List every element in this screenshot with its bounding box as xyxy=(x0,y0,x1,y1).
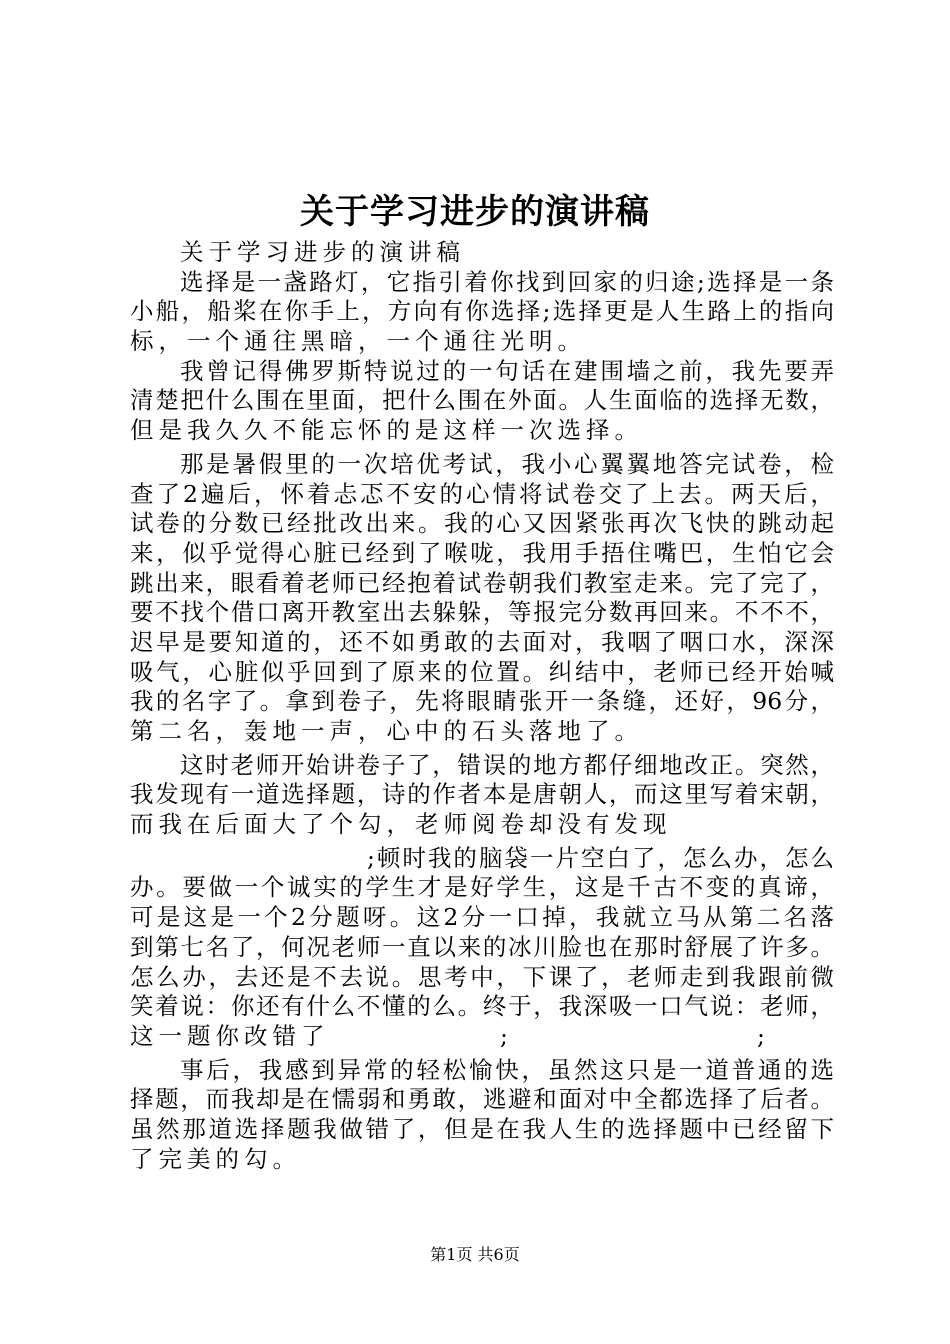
text-line xyxy=(130,598,834,628)
text-line xyxy=(130,509,834,539)
text-line xyxy=(130,357,834,387)
line-text: 虽然那道选择题我做错了，但是在我人生的选择题中已经留下 xyxy=(130,1114,834,1143)
text-line xyxy=(130,450,834,480)
line-text: 到第七名了，何况老师一直以来的冰川脸也在那时舒展了许多。 xyxy=(130,932,834,961)
line-text: 我发现有一道选择题，诗的作者本是唐朝人，而这里写着宋朝， xyxy=(130,780,834,809)
line-text: 了完美的勾。 xyxy=(130,1144,301,1173)
text-line xyxy=(130,238,834,268)
page-footer: 第1页 共6页 xyxy=(430,1245,520,1264)
text-line xyxy=(130,1115,834,1145)
line-text: 这时老师开始讲卷子了，错误的地方都仔细地改正。突然， xyxy=(180,750,834,779)
text-line xyxy=(130,628,834,658)
text-line xyxy=(130,1022,834,1052)
text-line xyxy=(130,844,834,874)
text-line xyxy=(130,780,834,810)
line-text: 标，一个通往黑暗，一个通往光明。 xyxy=(130,327,586,356)
text-line xyxy=(130,297,834,327)
line-text: 我曾记得佛罗斯特说过的一句话在建围墙之前，我先要弄 xyxy=(180,356,834,385)
line-text: 怎么办，去还是不去说。思考中，下课了，老师走到我跟前微 xyxy=(130,962,834,991)
text-line xyxy=(130,1145,834,1175)
text-line xyxy=(130,658,834,688)
line-text: 我的名字了。拿到卷子，先将眼睛张开一条缝，还好，96分， xyxy=(130,687,834,716)
line-text: 小船，船桨在你手上，方向有你选择;选择更是人生路上的指向 xyxy=(130,297,834,326)
line-text: ;顿时我的脑袋一片空白了，怎么办，怎么 xyxy=(367,843,834,872)
line-text: 而我在后面大了个勾，老师阅卷却没有发现 xyxy=(130,810,672,839)
line-text: 迟早是要知道的，还不如勇敢的去面对，我咽了咽口水，深深 xyxy=(130,627,834,656)
line-text: 那是暑假里的一次培优考试，我小心翼翼地答完试卷，检 xyxy=(180,449,834,478)
line-text: 但是我久久不能忘怀的是这样一次选择。 xyxy=(130,416,643,445)
line-text: 笑着说：你还有什么不懂的么。终于，我深吸一口气说：老师， xyxy=(130,992,834,1021)
line-text: 择题，而我却是在懦弱和勇敢，逃避和面对中全都选择了后者。 xyxy=(130,1085,834,1114)
text-line xyxy=(130,873,834,903)
document-body xyxy=(130,238,834,1174)
line-text: 关于学习进步的演讲稿 xyxy=(180,238,465,266)
text-line xyxy=(130,416,834,446)
line-text: 事后，我感到异常的轻松愉快，虽然这只是一道普通的选 xyxy=(180,1055,834,1084)
text-line xyxy=(130,903,834,933)
line-text: 清楚把什么围在里面，把什么围在外面。人生面临的选择无数， xyxy=(130,386,834,415)
text-line xyxy=(130,327,834,357)
line-text: 可是这是一个2分题呀。这2分一口掉，我就立马从第二名落 xyxy=(130,903,834,932)
semicolon-mark: ; xyxy=(757,1021,770,1050)
text-line xyxy=(130,1085,834,1115)
text-line xyxy=(130,810,834,840)
text-line xyxy=(130,992,834,1022)
line-text: 来，似乎觉得心脏已经到了喉咙，我用手捂住嘴巴，生怕它会 xyxy=(130,538,834,567)
line-text: 这一题你改错了 xyxy=(130,1021,330,1050)
text-line xyxy=(130,717,834,747)
line-text: 跳出来，眼看着老师已经抱着试卷朝我们教室走来。完了完了， xyxy=(130,568,834,597)
line-text: 试卷的分数已经批改出来。我的心又因紧张再次飞快的跳动起 xyxy=(130,509,834,538)
line-text: 要不找个借口离开教室出去躲躲，等报完分数再回来。不不不， xyxy=(130,598,834,627)
text-line xyxy=(130,1056,834,1086)
text-line xyxy=(130,386,834,416)
text-line xyxy=(130,687,834,717)
text-line xyxy=(130,569,834,599)
document-title: 关于学习进步的演讲稿 xyxy=(300,192,650,232)
text-line xyxy=(130,480,834,510)
line-text: 查了2遍后，怀着忐忑不安的心情将试卷交了上去。两天后， xyxy=(130,479,834,508)
line-text: 吸气，心脏似乎回到了原来的位置。纠结中，老师已经开始喊 xyxy=(130,657,834,686)
text-line xyxy=(130,933,834,963)
line-text: 办。要做一个诚实的学生才是好学生，这是千古不变的真谛， xyxy=(130,873,834,902)
text-line xyxy=(130,963,834,993)
semicolon-mark: ; xyxy=(500,1021,513,1050)
line-text: 第二名，轰地一声，心中的石头落地了。 xyxy=(130,717,643,745)
text-line xyxy=(130,268,834,298)
text-line xyxy=(130,539,834,569)
text-line xyxy=(130,751,834,781)
line-text: 选择是一盏路灯，它指引着你找到回家的归途;选择是一条 xyxy=(180,267,834,296)
